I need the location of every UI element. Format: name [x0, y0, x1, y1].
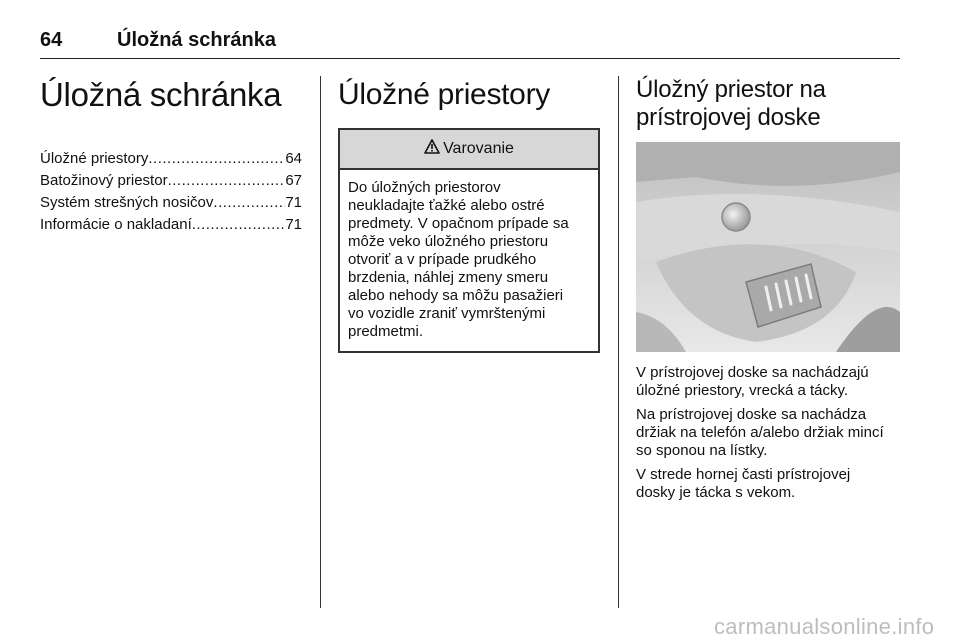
column-divider-2 — [618, 76, 619, 608]
toc-entry-page: 71 — [285, 194, 302, 211]
paragraph-line: so sponou na lístky. — [636, 442, 768, 459]
paragraph-line: držiak na telefón a/alebo držiak mincí — [636, 424, 884, 441]
watermark: carmanualsonline.info — [714, 614, 935, 639]
paragraph-line: V strede hornej časti prístrojovej — [636, 466, 851, 483]
warning-box — [338, 128, 600, 353]
section-title: Úložné priestory — [338, 78, 550, 111]
toc-leader-dots — [213, 192, 285, 214]
paragraph-line: Na prístrojovej doske sa nachádza — [636, 406, 867, 423]
warning-line: predmetmi. — [348, 323, 424, 340]
warning-triangle-icon — [424, 139, 440, 159]
toc-entry[interactable] — [40, 214, 302, 236]
toc-entry-page: 71 — [285, 216, 302, 233]
paragraph — [636, 364, 900, 400]
toc-entry[interactable] — [40, 148, 302, 170]
dashboard-storage-photo — [636, 142, 900, 352]
toc-entry[interactable] — [40, 170, 302, 192]
column-storage — [338, 72, 600, 353]
running-title: Úložná schránka — [117, 28, 276, 51]
table-of-contents — [40, 148, 302, 236]
column-contents — [40, 72, 302, 236]
warning-line: vo vozidle zraniť vymrštenými — [348, 305, 546, 322]
subsection-title-line: Úložný priestor na — [636, 76, 826, 103]
page-number: 64 — [40, 28, 63, 51]
warning-line: Do úložných priestorov — [348, 179, 501, 196]
warning-line: neukladajte ťažké alebo ostré — [348, 197, 545, 214]
warning-text — [340, 170, 598, 351]
body-text — [636, 364, 900, 502]
toc-entry-label: Systém strešných nosičov — [40, 194, 214, 211]
paragraph — [636, 466, 900, 502]
chapter-title: Úložná schránka — [40, 76, 282, 113]
paragraph — [636, 406, 900, 460]
header-divider — [40, 58, 900, 59]
toc-leader-dots — [192, 214, 286, 236]
page-header — [40, 20, 900, 60]
subsection-title — [636, 76, 900, 132]
paragraph-line: úložné priestory, vrecká a tácky. — [636, 382, 849, 399]
warning-line: predmety. V opačnom prípade sa — [348, 215, 569, 232]
warning-line: môže veko úložného priestoru — [348, 233, 549, 250]
warning-header — [340, 130, 598, 170]
toc-entry-label: Batožinový priestor — [40, 172, 168, 189]
paragraph-line: V prístrojovej doske sa nachádzajú — [636, 364, 869, 381]
subsection-title-line: prístrojovej doske — [636, 104, 821, 131]
column-divider-1 — [320, 76, 321, 608]
warning-line: otvoriť a v prípade prudkého — [348, 251, 537, 268]
toc-entry-page: 67 — [285, 172, 302, 189]
warning-title: Varovanie — [443, 140, 514, 157]
paragraph-line: dosky je tácka s vekom. — [636, 484, 796, 501]
column-dashboard-storage — [636, 72, 900, 508]
toc-entry-label: Informácie o nakladaní — [40, 216, 192, 233]
toc-entry[interactable] — [40, 192, 302, 214]
warning-line: alebo nehody sa môžu pasažieri — [348, 287, 564, 304]
toc-leader-dots — [168, 170, 286, 192]
toc-entry-label: Úložné priestory — [40, 150, 149, 167]
toc-leader-dots — [148, 148, 285, 170]
warning-line: brzdenia, náhlej zmeny smeru — [348, 269, 549, 286]
toc-entry-page: 64 — [285, 150, 302, 167]
